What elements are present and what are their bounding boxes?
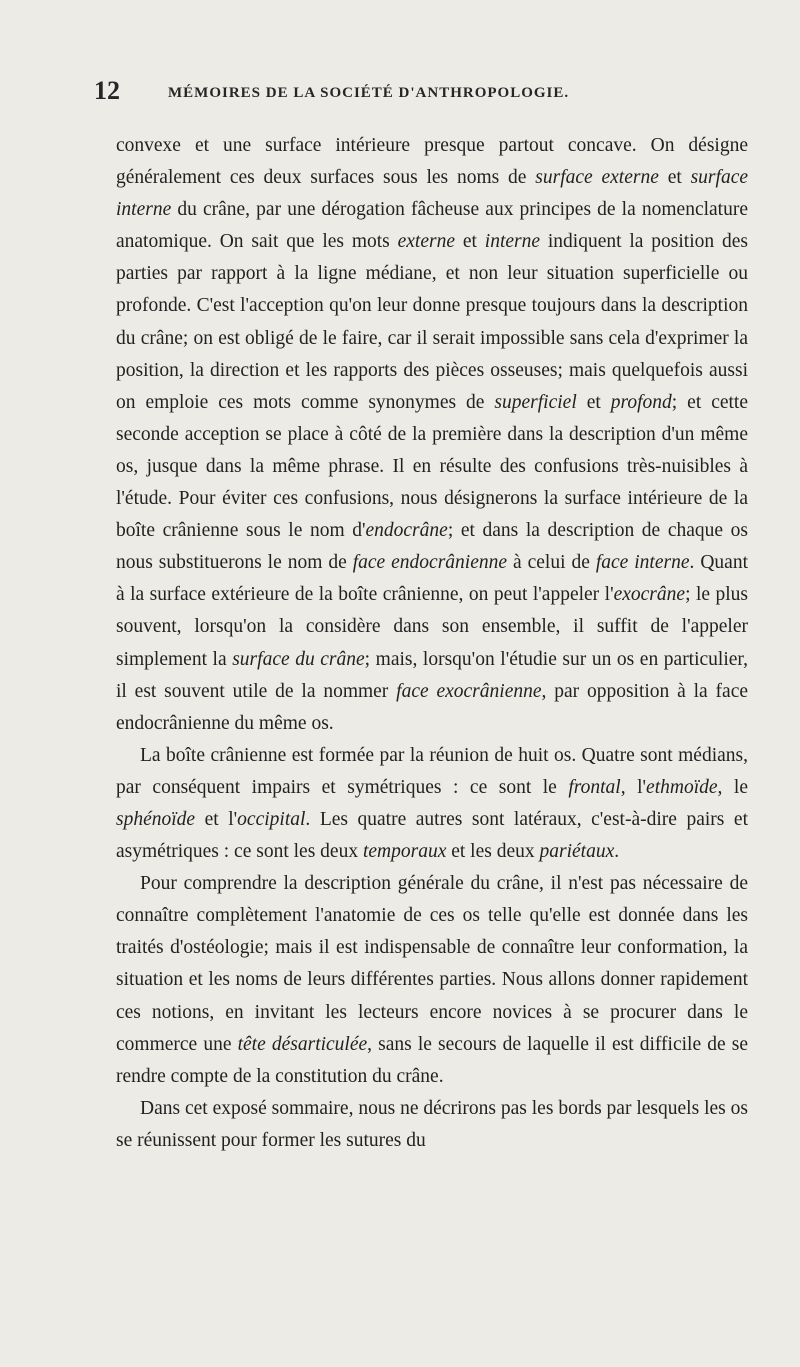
text-run: . Les quatre autres sont latéraux, c'est-à-dire pairs et asymétriques : ce sont les deux [116,808,748,863]
italic-term: occipital [237,808,306,830]
text-run: à celui de [507,552,596,574]
text-run: , l' [620,776,647,798]
italic-term: superficiel [494,391,577,413]
paragraph [116,130,748,740]
text-run: , le [717,776,748,798]
paragraph [116,740,748,868]
text-run: . [614,841,620,863]
text-run: et l' [195,808,238,830]
text-run: ; le plus souvent, lorsqu'on la considère dans son ensemble, il suffit de l'appeler simplement la [116,584,749,670]
text-run: et [576,391,611,413]
italic-term: pariétaux [539,841,615,863]
text-run: , par opposition à la face endocrânienne du même os. [116,680,749,734]
italic-term: face interne [595,552,690,574]
text-run: indiquent la position des parties par rapport à la ligne médiane, et non leur situation superficielle ou profonde. C'est l'acception qu'on leur donne presque toujours dans la description du crâne; on est obligé de le faire, car il serait impossible sans cela d'exprimer la position, la direction et les rapports des pièces osseuses; mais quelquefois aussi on emploie ces mots comme synonymes de [116,231,748,413]
text-run: ; et cette seconde acception se place à côté de la première dans la description d'un même os, jusque dans la même phrase. Il en résulte des confusions très-nuisibles à l'étude. Pour éviter ces confusions, nous désignerons la surface intérieure de la boîte crânienne sous le nom d' [116,391,749,542]
italic-term: endocrâne [365,520,448,542]
italic-term: face exocrânienne [396,680,542,702]
italic-term: interne [484,231,541,253]
paragraph [116,868,748,1093]
text-run: et les deux [446,841,540,863]
italic-term: surface interne [116,167,748,221]
text-run: Dans cet exposé sommaire, nous ne décrirons pas les bords par lesquels les os se réunissent pour former les sutures du [116,1097,748,1151]
page-header [94,76,754,116]
text-run: et [658,167,691,189]
text-run: Pour comprendre la description générale du crâne, il n'est pas nécessaire de connaître complètement l'anatomie de ces os telle qu'elle est donnée dans les traités d'ostéologie; mais il est indispensable de connaître leur conformation, la situation et les noms de leurs différentes parties. Nous allons donner rapidement ces notions, en invitant les lecteurs encore novices à se procurer dans le commerce une [116,873,748,1055]
italic-term: face endocrânienne [352,552,508,574]
text-run: convexe et une surface intérieure presque partout concave. On désigne généralement ces deux surfaces sous les noms de [116,135,748,189]
italic-term: surface externe [535,167,659,189]
page-number: 12 [94,76,120,105]
italic-term: externe [397,231,455,253]
text-run: La boîte crânienne est formée par la réunion de huit os. Quatre sont médians, par conséquent impairs et symétriques : ce sont le [116,744,748,798]
body-text [116,130,748,1157]
text-run: ; et dans la description de chaque os nous substituerons le nom de [116,520,748,574]
italic-term: sphénoïde [116,808,196,830]
text-run: , sans le secours de laquelle il est difficile de se rendre compte de la constitution du crâne. [116,1033,748,1087]
text-run: ; mais, lorsqu'on l'étudie sur un os en particulier, il est souvent utile de la nommer [116,648,749,702]
italic-term: profond [610,391,672,413]
italic-term: tête désarticulée [237,1033,368,1055]
text-run: du crâne, par une dérogation fâcheuse aux principes de la nomenclature anatomique. On sait que les mots [116,199,748,253]
italic-term: temporaux [362,841,447,863]
italic-term: frontal [568,776,621,798]
italic-term: ethmoïde [646,776,718,798]
running-title: MÉMOIRES DE LA SOCIÉTÉ D'ANTHROPOLOGIE. [168,85,570,101]
italic-term: exocrâne [613,584,686,606]
paragraph [116,1093,748,1157]
italic-term: surface du crâne [232,648,365,670]
text-run: et [455,231,485,253]
text-run: . Quant à la surface extérieure de la boîte crânienne, on peut l'appeler l' [116,552,748,606]
